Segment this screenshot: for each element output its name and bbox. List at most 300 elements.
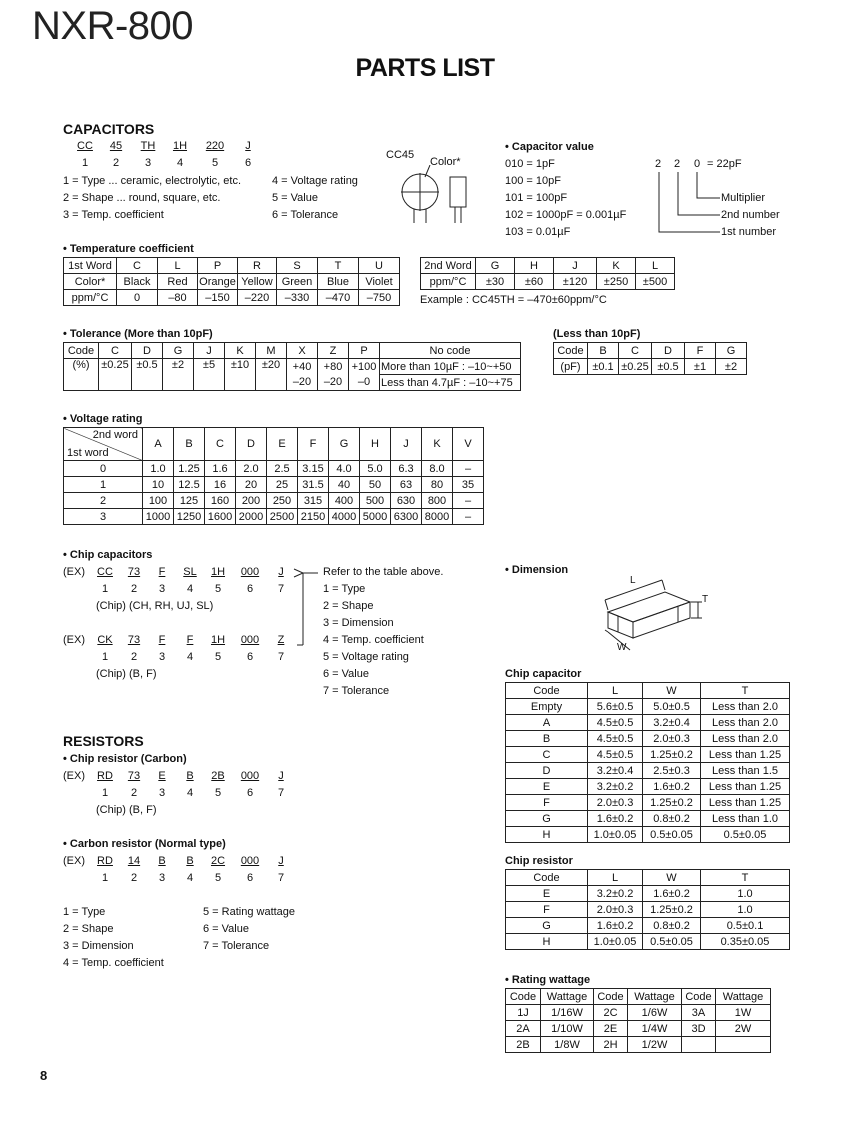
table-cell: 16 [205, 477, 236, 493]
capacitor-drawing [395, 165, 475, 225]
table-cell: 0 [64, 461, 143, 477]
value-result: = 22pF [707, 158, 742, 170]
table-cell: 5.0±0.5 [643, 699, 701, 715]
table-cell: Wattage [541, 989, 594, 1005]
table-row [64, 274, 400, 290]
table-cell: F [685, 343, 716, 359]
code-part: J [278, 770, 284, 782]
table-cell: L [588, 870, 643, 886]
tolerance-heading: • Tolerance (More than 10pF) [63, 328, 213, 340]
legend-item: 4 = Voltage rating [272, 175, 358, 187]
code-part: F [158, 634, 166, 646]
voltage-heading: • Voltage rating [63, 413, 143, 425]
table-cell: Empty [506, 699, 588, 715]
corner-bottom-label: 1st word [67, 447, 109, 459]
table-cell: –20 [287, 375, 318, 391]
tolerance-table [63, 342, 521, 391]
table-cell: 2.5 [267, 461, 298, 477]
table-cell: B [506, 731, 588, 747]
table-cell: 2E [594, 1021, 628, 1037]
legend-item: 4 = Temp. coefficient [63, 957, 164, 969]
table-cell: 4.5±0.5 [588, 747, 643, 763]
table-cell: E [267, 428, 298, 461]
table-cell: 8.0 [422, 461, 453, 477]
table-cell: 1000 [143, 509, 174, 525]
page-number: 8 [40, 1068, 48, 1083]
table-cell: Less than 2.0 [701, 715, 790, 731]
legend-item: 2 = Shape ... round, square, etc. [63, 192, 221, 204]
table-cell: Color* [64, 274, 117, 290]
table-cell: H [506, 934, 588, 950]
table-cell: +80 [318, 359, 349, 375]
legend-item: 2 = Shape [63, 923, 114, 935]
code-num: 5 [214, 872, 222, 884]
code-part: RD [97, 855, 113, 867]
code-part: CC [97, 566, 113, 578]
code-part: SL [183, 566, 197, 578]
table-cell: K [225, 343, 256, 359]
code-part: 2C [210, 855, 226, 867]
code-num: 7 [277, 872, 285, 884]
code-num: 6 [246, 872, 254, 884]
table-cell: 4.5±0.5 [588, 731, 643, 747]
table-cell: J [194, 343, 225, 359]
dim-t-label: T [702, 594, 709, 605]
table-cell: 0.8±0.2 [643, 811, 701, 827]
table-cell: 20 [236, 477, 267, 493]
table-row [421, 258, 675, 274]
table-row [554, 343, 747, 359]
table-cell: ±2 [716, 359, 747, 375]
code-num: 5 [214, 651, 222, 663]
table-cell: 6.3 [391, 461, 422, 477]
table-cell: A [506, 715, 588, 731]
table-cell: T [701, 683, 790, 699]
table-cell: 4.5±0.5 [588, 715, 643, 731]
table-cell: F [506, 902, 588, 918]
code-num: 3 [144, 157, 152, 169]
table-cell: Code [64, 343, 99, 359]
dim-w-label: W [617, 642, 627, 653]
chip-resistor-sub: (Chip) (B, F) [96, 804, 157, 816]
table-cell: G [716, 343, 747, 359]
table-row [506, 1037, 771, 1053]
table-cell: 1/8W [541, 1037, 594, 1053]
code-num: 3 [158, 787, 166, 799]
first-number-label: 1st number [721, 226, 777, 238]
table-row [506, 934, 790, 950]
table-cell: 2B [506, 1037, 541, 1053]
table-cell: 1.0 [701, 886, 790, 902]
table-cell: 160 [205, 493, 236, 509]
code-num: 7 [277, 583, 285, 595]
multiplier-label: Multiplier [721, 192, 766, 204]
table-cell: X [287, 343, 318, 359]
table-corner-cell [64, 428, 143, 461]
table-cell: ±0.25 [619, 359, 652, 375]
code-part: B [186, 770, 194, 782]
code-part: CK [97, 634, 113, 646]
table-cell: D [236, 428, 267, 461]
table-cell: Wattage [716, 989, 771, 1005]
table-cell: –220 [238, 290, 277, 306]
code-part: Z [277, 634, 285, 646]
example-label: (EX) [63, 770, 85, 782]
table-cell: Code [506, 989, 541, 1005]
table-cell: ±0.5 [132, 359, 163, 391]
table-cell: C [506, 747, 588, 763]
table-cell: ppm/°C [421, 274, 476, 290]
table-cell: Code [682, 989, 716, 1005]
table-row [64, 258, 400, 274]
table-cell: ±0.1 [588, 359, 619, 375]
chip-capacitors-heading: • Chip capacitors [63, 549, 153, 561]
table-cell: Code [594, 989, 628, 1005]
legend-item: 1 = Type [323, 583, 366, 595]
capacitor-value-heading: • Capacitor value [505, 141, 594, 153]
code-part: 14 [127, 855, 141, 867]
code-part: J [278, 855, 284, 867]
table-cell: 0.5±0.05 [643, 827, 701, 843]
table-cell: –330 [277, 290, 318, 306]
code-part: 45 [109, 140, 123, 152]
table-cell: H [506, 827, 588, 843]
table-cell: U [359, 258, 400, 274]
table-cell: Less than 1.0 [701, 811, 790, 827]
table-cell: Violet [359, 274, 400, 290]
table-cell: 8000 [422, 509, 453, 525]
table-cell: Black [117, 274, 158, 290]
table-cell: 2000 [236, 509, 267, 525]
table-cell: 1/16W [541, 1005, 594, 1021]
table-cell: 1.25 [174, 461, 205, 477]
table-cell: 200 [236, 493, 267, 509]
table-cell: 400 [329, 493, 360, 509]
table-cell: Wattage [628, 989, 682, 1005]
table-cell: 1 [64, 477, 143, 493]
temp-coef-heading: • Temperature coefficient [63, 243, 194, 255]
table-row [506, 811, 790, 827]
code-num: 2 [130, 651, 138, 663]
legend-item: 3 = Dimension [323, 617, 394, 629]
table-cell: 100 [143, 493, 174, 509]
rating-wattage-table [505, 988, 771, 1053]
code-part: 1H [172, 140, 188, 152]
code-part: RD [97, 770, 113, 782]
table-cell: Less than 2.0 [701, 699, 790, 715]
table-cell: J [391, 428, 422, 461]
table-row [506, 747, 790, 763]
code-num: 6 [244, 157, 252, 169]
table-cell: T [701, 870, 790, 886]
table-cell: 2.0±0.3 [588, 902, 643, 918]
table-row [506, 1005, 771, 1021]
carbon-resistor-code-numbers [90, 872, 294, 884]
dim-l-label: L [630, 575, 636, 586]
legend-item: 1 = Type [63, 906, 106, 918]
code-part: 73 [127, 566, 141, 578]
table-cell: R [238, 258, 277, 274]
table-cell: 125 [174, 493, 205, 509]
legend-item: 5 = Rating wattage [203, 906, 296, 918]
code-num: 3 [158, 583, 166, 595]
example-label: (EX) [63, 634, 85, 646]
table-cell: 10 [143, 477, 174, 493]
code-num: 6 [246, 787, 254, 799]
table-cell: H [360, 428, 391, 461]
chip-resistor-heading: Chip resistor [505, 855, 573, 867]
table-cell: 5000 [360, 509, 391, 525]
table-row [506, 902, 790, 918]
table-cell: Less than 1.25 [701, 747, 790, 763]
code-num: 1 [101, 872, 109, 884]
table-cell: ±250 [597, 274, 636, 290]
color-label: Color* [430, 156, 461, 168]
legend-item: 7 = Tolerance [203, 940, 270, 952]
table-cell: 5.6±0.5 [588, 699, 643, 715]
code-part: 000 [240, 566, 260, 578]
table-cell: Orange [199, 275, 236, 288]
table-cell: L [636, 258, 675, 274]
voltage-table [63, 427, 484, 525]
table-cell: B [174, 428, 205, 461]
table-cell: 2C [594, 1005, 628, 1021]
code-num: 5 [214, 787, 222, 799]
table-cell: 4000 [329, 509, 360, 525]
code-num: 4 [176, 157, 184, 169]
table-cell [682, 1037, 716, 1053]
table-cell: Blue [318, 274, 359, 290]
refer-bracket [285, 565, 325, 665]
table-cell: 80 [422, 477, 453, 493]
code-num: 1 [101, 583, 109, 595]
table-cell: P [198, 258, 238, 274]
table-row [64, 477, 484, 493]
table-cell: ±30 [476, 274, 515, 290]
table-cell: G [506, 918, 588, 934]
code-num: 5 [211, 157, 219, 169]
table-cell: H [515, 258, 554, 274]
table-cell: 6300 [391, 509, 422, 525]
table-cell: Less than 1.25 [701, 795, 790, 811]
legend-item: 5 = Voltage rating [323, 651, 409, 663]
resistors-heading: RESISTORS [63, 733, 144, 749]
code-part: F [158, 566, 166, 578]
table-row [506, 763, 790, 779]
table-cell: 2500 [267, 509, 298, 525]
table-cell: 1.0 [701, 902, 790, 918]
table-cell: 2H [594, 1037, 628, 1053]
table-row [506, 779, 790, 795]
second-number-label: 2nd number [721, 209, 780, 221]
table-row [421, 274, 675, 290]
dimension-heading: • Dimension [505, 564, 569, 576]
table-row [64, 343, 521, 359]
table-cell: –470 [318, 290, 359, 306]
table-cell: 35 [453, 477, 484, 493]
value-digit: 0 [694, 158, 701, 170]
code-part: 1H [210, 566, 226, 578]
table-cell: 0.8±0.2 [643, 918, 701, 934]
rating-wattage-heading: • Rating wattage [505, 974, 591, 986]
table-cell: 1st Word [64, 258, 117, 274]
table-cell: (pF) [554, 359, 588, 375]
legend-item: 5 = Value [272, 192, 318, 204]
legend-item: 3 = Dimension [63, 940, 134, 952]
table-cell: J [554, 258, 597, 274]
code-num: 4 [186, 787, 194, 799]
table-cell: 1/4W [628, 1021, 682, 1037]
code-part: 1H [210, 634, 226, 646]
chip-cap-code-numbers-2 [90, 651, 294, 663]
table-cell: ±10 [225, 359, 256, 391]
table-cell: 2A [506, 1021, 541, 1037]
table-cell: ±20 [256, 359, 287, 391]
legend-item: 1 = Type ... ceramic, electrolytic, etc. [63, 175, 242, 187]
table-row [506, 715, 790, 731]
code-part: B [186, 855, 194, 867]
table-cell: – [453, 509, 484, 525]
table-cell: ±2 [163, 359, 194, 391]
table-cell: Red [158, 274, 198, 290]
table-cell: More than 10µF : –10~+50 [380, 359, 521, 375]
code-num: 4 [186, 583, 194, 595]
table-row [554, 359, 747, 375]
table-row [64, 509, 484, 525]
table-cell: ±0.25 [99, 359, 132, 391]
code-part: 000 [240, 855, 260, 867]
capacitor-code-example [70, 140, 262, 152]
table-row [506, 683, 790, 699]
table-cell: –0 [349, 375, 380, 391]
table-cell: 2.5±0.3 [643, 763, 701, 779]
code-num: 7 [277, 651, 285, 663]
example-label: (EX) [63, 566, 85, 578]
table-cell: 2nd Word [421, 258, 476, 274]
value-line: 010 = 1pF [505, 158, 555, 170]
code-num: 1 [101, 787, 109, 799]
table-cell: ±0.5 [652, 359, 685, 375]
legend-item: 3 = Temp. coefficient [63, 209, 164, 221]
table-cell: T [318, 258, 359, 274]
chip-resistor-code-example [90, 770, 294, 782]
table-row [506, 870, 790, 886]
table-cell: Code [554, 343, 588, 359]
table-cell: 250 [267, 493, 298, 509]
table-cell: 1/6W [628, 1005, 682, 1021]
table-cell: –150 [198, 290, 238, 306]
cc45-label: CC45 [386, 149, 415, 161]
table-cell: 2.0±0.3 [643, 731, 701, 747]
table-cell: W [643, 870, 701, 886]
table-row [506, 989, 771, 1005]
table-cell: 1/2W [628, 1037, 682, 1053]
table-cell: D [652, 343, 685, 359]
chip-cap-sub-1: (Chip) (CH, RH, UJ, SL) [96, 600, 214, 612]
temp-coef-table-2 [420, 257, 675, 290]
table-cell: 12.5 [174, 477, 205, 493]
table-cell: ±1 [685, 359, 716, 375]
chip-resistor-carbon-heading: • Chip resistor (Carbon) [63, 753, 187, 765]
table-row [64, 290, 400, 306]
code-part: J [245, 140, 251, 152]
code-num: 2 [130, 787, 138, 799]
table-row [506, 731, 790, 747]
table-cell: 2W [716, 1021, 771, 1037]
code-num: 3 [158, 872, 166, 884]
table-cell: ±5 [194, 359, 225, 391]
code-part: 000 [240, 634, 260, 646]
table-cell: 1250 [174, 509, 205, 525]
table-cell: 1/10W [541, 1021, 594, 1037]
table-row [506, 795, 790, 811]
table-cell: (%) [64, 359, 99, 391]
table-cell: Less than 4.7µF : –10~+75 [380, 375, 521, 391]
table-cell: 1.0±0.05 [588, 934, 643, 950]
table-cell: 630 [391, 493, 422, 509]
chip-cap-code-example-1 [90, 566, 294, 578]
table-cell: L [158, 258, 198, 274]
table-cell: 0.35±0.05 [701, 934, 790, 950]
table-cell: 0.5±0.05 [701, 827, 790, 843]
table-cell: Yellow [238, 274, 277, 290]
table-row [64, 359, 521, 375]
table-cell: Less than 1.25 [701, 779, 790, 795]
table-cell: –750 [359, 290, 400, 306]
value-digit: 2 [674, 158, 681, 170]
table-cell: 1.25±0.2 [643, 795, 701, 811]
table-cell: Z [318, 343, 349, 359]
value-line: 101 = 100pF [505, 192, 568, 204]
code-part: TH [140, 140, 156, 152]
table-cell: K [597, 258, 636, 274]
page-title: PARTS LIST [355, 54, 495, 82]
tolerance-less-heading: (Less than 10pF) [553, 328, 641, 340]
code-num: 3 [158, 651, 166, 663]
code-part: 2B [211, 770, 225, 782]
code-part: B [158, 855, 166, 867]
table-cell: E [506, 779, 588, 795]
code-num: 4 [186, 872, 194, 884]
table-cell: 3A [682, 1005, 716, 1021]
chip-cap-code-example-2 [90, 634, 294, 646]
code-num: 7 [277, 787, 285, 799]
table-cell: ±60 [515, 274, 554, 290]
code-part: J [278, 566, 284, 578]
table-cell: V [453, 428, 484, 461]
table-row [64, 493, 484, 509]
table-cell: B [588, 343, 619, 359]
table-cell: C [619, 343, 652, 359]
table-cell: –80 [158, 290, 198, 306]
carbon-resistor-code-example [90, 855, 294, 867]
table-cell: F [506, 795, 588, 811]
chip-resistor-code-numbers [90, 787, 294, 799]
table-cell: D [506, 763, 588, 779]
code-part: 73 [127, 634, 141, 646]
table-cell: – [453, 493, 484, 509]
table-cell: Less than 2.0 [701, 731, 790, 747]
table-row [64, 428, 484, 461]
table-cell: 3.2±0.4 [588, 763, 643, 779]
table-cell: +40 [287, 359, 318, 375]
example-label: (EX) [63, 855, 85, 867]
capacitors-heading: CAPACITORS [63, 121, 155, 137]
table-cell: W [643, 683, 701, 699]
table-cell: 0 [117, 290, 158, 306]
table-row [506, 886, 790, 902]
table-cell: C [99, 343, 132, 359]
